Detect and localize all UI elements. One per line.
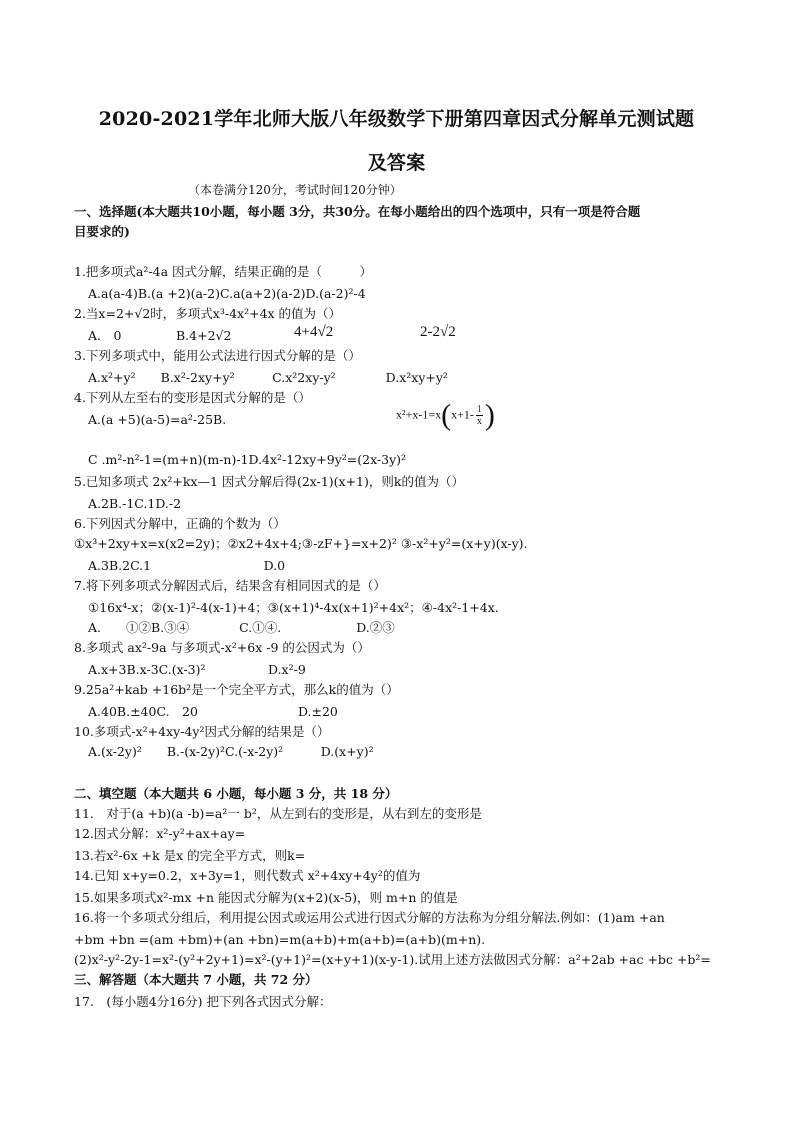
q7-stem: 7.将下列多项式分解因式后，结果含有相同因式的是（） xyxy=(74,578,386,593)
q2-stem: 2.当x=2+√2时，多项式x³-4x²+4x 的值为（） xyxy=(74,306,342,321)
q5-options: A.2B.-1C.1D.-2 xyxy=(88,496,182,511)
q16-line3: (2)x²-y²-2y-1=x²-(y²+2y+1)=x²-(y+1)²=(x+y+1)(x-y-1).试用上述方法做因式分解：a²+2ab +ac +bc +b²= xyxy=(74,952,711,967)
q2-option-c-formula: 4+4√2 xyxy=(294,324,334,340)
q4-formula-fraction xyxy=(476,404,483,427)
document-title-line1: 2020-2021学年北师大版八年级数学下册第四章因式分解单元测试题 xyxy=(98,108,695,130)
fraction-denominator: x xyxy=(476,416,482,427)
q12-text: 12.因式分解：x²-y²+ax+ay= xyxy=(74,826,246,841)
q14-text: 14.已知 x+y=0.2，x+3y=1，则代数式 x²+4xy+4y²的值为 xyxy=(74,868,421,883)
section1-heading-line2: 目要求的) xyxy=(74,224,130,239)
q4-formula-left: x²+x-1=x xyxy=(396,407,442,422)
q11-text: 11. 对于(a +b)(a -b)=a²一 b²，从左到右的变形是，从右到左的变形是 xyxy=(74,806,482,821)
section2-heading: 二、填空题（本大题共 6 小题，每小题 3 分，共 18 分） xyxy=(74,786,398,801)
q13-text: 13.若x²-6x +k 是x 的完全平方式，则k= xyxy=(74,848,306,863)
q10-stem: 10.多项式-x²+4xy-4y²因式分解的结果是（） xyxy=(74,724,330,739)
right-paren-icon: ) xyxy=(484,398,495,432)
q7-body: ①16x⁴-x；②(x-1)²-4(x-1)+4；③(x+1)⁴-4x(x+1)²+4x²；④-4x²-1+4x. xyxy=(88,600,499,615)
document-title-line2: 及答案 xyxy=(367,152,426,174)
q9-options: A.40B.±40C. 20 D.±20 xyxy=(88,704,338,719)
q4-option-ab: A.(a +5)(a-5)=a²-25B. xyxy=(88,412,227,427)
q6-body: ①x³+2xy+x=x(x2=2y)；②x2+4x+4;③-zF+}=x+2)² ③-x²+y²=(x+y)(x-y). xyxy=(74,536,528,551)
q7-options: A. ①②B.③④ C.①④. D.②③ xyxy=(88,620,395,635)
q2-option-d-formula: 2-2√2 xyxy=(420,324,456,340)
q1-options: A.a(a-4)B.(a +2)(a-2)C.a(a+2)(a-2)D.(a-2)²-4 xyxy=(88,286,366,301)
section1-heading-line1: 一、选择题(本大题共10小题，每小题 3分，共30分。在每小题给出的四个选项中，只有一项是符合题 xyxy=(74,204,641,219)
fraction-numerator: 1 xyxy=(476,404,482,415)
exam-info: （本卷满分120分，考试时间120分钟） xyxy=(188,183,402,197)
q8-stem: 8.多项式 ax²-9a 与多项式-x²+6x -9 的公因式为（） xyxy=(74,640,370,655)
q9-stem: 9.25a²+kab +16b²是一个完全平方式，那么k的值为（） xyxy=(74,682,399,697)
q3-stem: 3.下列多项式中，能用公式法进行因式分解的是（） xyxy=(74,348,361,363)
q15-text: 15.如果多项式x²-mx +n 能因式分解为(x+2)(x-5)，则 m+n 的值是 xyxy=(74,890,458,905)
q6-options: A.3B.2C.1 D.0 xyxy=(88,558,286,573)
q16-line2: +bm +bn =(am +bm)+(an +bn)=m(a+b)+m(a+b)=(a+b)(m+n). xyxy=(74,932,486,947)
q16-line1: 16.将一个多项式分组后，利用提公因式或运用公式进行因式分解的方法称为分组分解法.例如：(1)am +an xyxy=(74,910,665,925)
q4-stem: 4.下列从左至右的变形是因式分解的是（） xyxy=(74,390,311,405)
section3-heading: 三、解答题（本大题共 7 小题，共 72 分） xyxy=(74,972,318,987)
left-paren-icon: ( xyxy=(441,398,452,432)
q10-options: A.(x-2y)² B.-(x-2y)²C.(-x-2y)² D.(x+y)² xyxy=(88,744,374,759)
q4-formula-inner: x+1- xyxy=(451,407,474,422)
q4-option-b-formula xyxy=(396,398,495,432)
q5-stem: 5.已知多项式 2x²+kx—1 因式分解后得(2x-1)(x+1)，则k的值为（） xyxy=(74,474,464,489)
q17-text: 17. (每小题4分16分) 把下列各式因式分解： xyxy=(74,994,332,1009)
q1-stem: 1.把多项式a²-4a 因式分解，结果正确的是（ ） xyxy=(74,264,372,279)
q4-option-cd: C .m²-n²-1=(m+n)(m-n)-1D.4x²-12xy+9y²=(2x-3y)² xyxy=(88,452,407,467)
q3-options: A.x²+y² B.x²-2xy+y² C.x²2xy-y² D.x²xy+y² xyxy=(88,370,448,385)
q2-option-b: B.4+2√2 xyxy=(176,328,232,343)
q2-option-a: A. 0 xyxy=(88,328,122,343)
q8-options: A.x+3B.x-3C.(x-3)² D.x²-9 xyxy=(88,662,306,677)
q6-stem: 6.下列因式分解中，正确的个数为（） xyxy=(74,516,286,531)
